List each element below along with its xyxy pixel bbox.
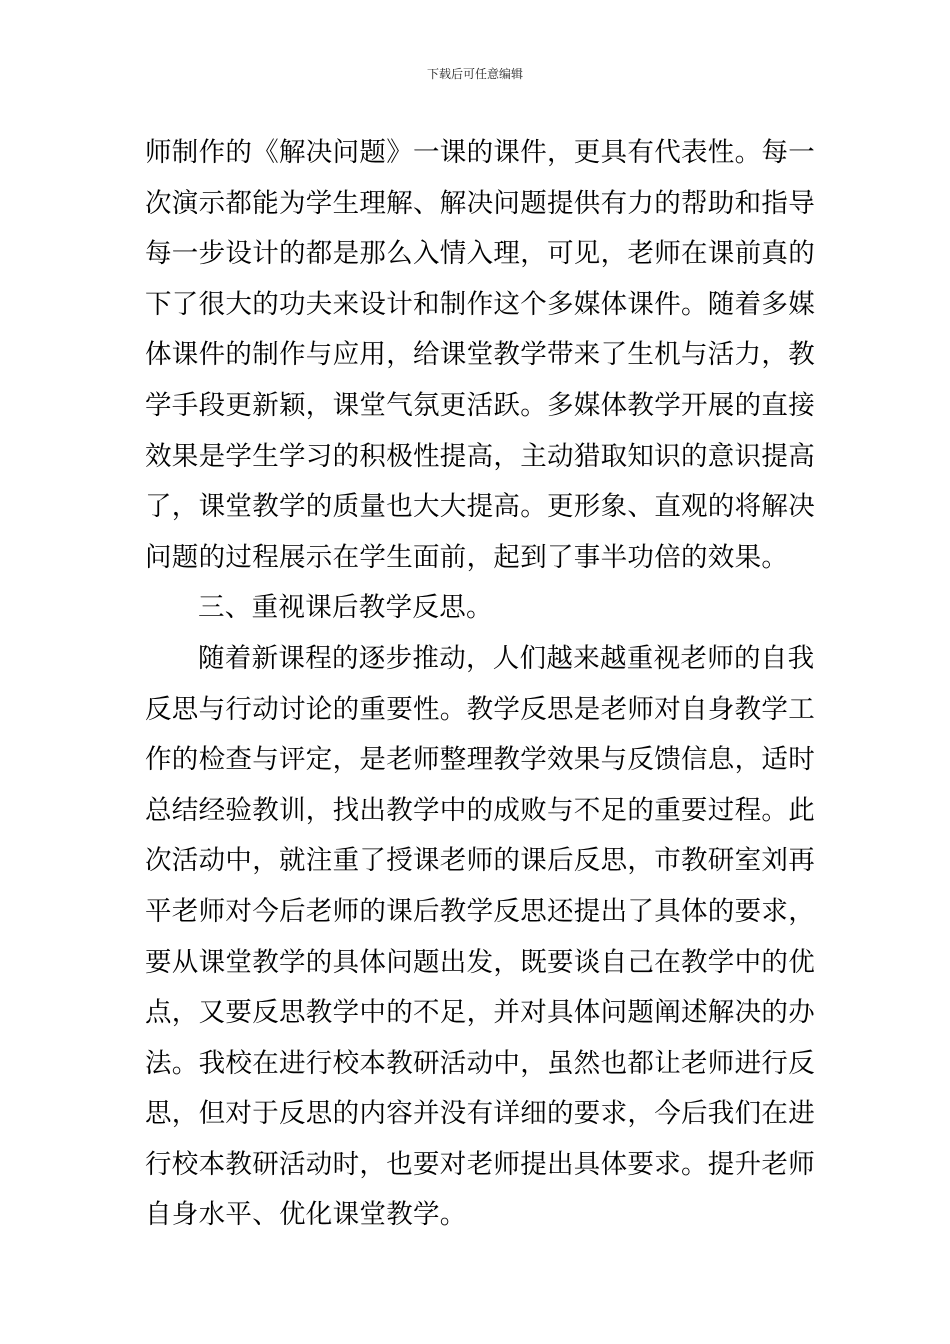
text-line: 总结经验教训，找出教学中的成败与不足的重要过程。此 xyxy=(145,794,815,826)
text-line: 平老师对今后老师的课后教学反思还提出了具体的要求， xyxy=(145,895,815,927)
text-line: 次演示都能为学生理解、解决问题提供有力的帮助和指导 xyxy=(145,187,815,219)
text-line: 了，课堂教学的质量也大大提高。更形象、直观的将解决 xyxy=(145,491,815,523)
text-line: 师制作的《解决问题》一课的课件，更具有代表性。每一 xyxy=(145,137,815,168)
text-line: 点，又要反思教学中的不足，并对具体问题阐述解决的办 xyxy=(145,997,815,1029)
text-line: 随着新课程的逐步推动，人们越来越重视老师的自我 xyxy=(198,642,815,674)
text-line: 反思与行动讨论的重要性。教学反思是老师对自身教学工 xyxy=(145,693,815,725)
text-line: 次活动中，就注重了授课老师的课后反思，市教研室刘再 xyxy=(145,845,815,877)
text-line: 效果是学生学习的积极性提高，主动猎取知识的意识提高 xyxy=(145,440,815,472)
document-body xyxy=(145,128,815,1241)
text-line: 体课件的制作与应用，给课堂教学带来了生机与活力，教 xyxy=(145,339,815,371)
text-line: 学手段更新颖，课堂气氛更活跃。多媒体教学开展的直接 xyxy=(145,389,815,421)
section-heading: 三、重视课后教学反思。 xyxy=(198,592,493,624)
text-line: 每一步设计的都是那么入情入理，可见，老师在课前真的 xyxy=(145,238,815,270)
text-line: 作的检查与评定，是老师整理教学效果与反馈信息，适时 xyxy=(145,744,815,776)
text-line: 行校本教研活动时，也要对老师提出具体要求。提升老师 xyxy=(145,1148,815,1180)
text-line: 思，但对于反思的内容并没有详细的要求，今后我们在进 xyxy=(145,1098,815,1130)
text-line: 要从课堂教学的具体问题出发，既要谈自己在教学中的优 xyxy=(145,946,815,978)
text-line: 下了很大的功夫来设计和制作这个多媒体课件。随着多媒 xyxy=(145,288,815,320)
text-line: 法。我校在进行校本教研活动中，虽然也都让老师进行反 xyxy=(145,1047,815,1079)
text-line: 问题的过程展示在学生面前，起到了事半功倍的效果。 xyxy=(145,541,789,573)
page-header: 下载后可任意编辑 xyxy=(426,67,523,81)
text-line: 自身水平、优化课堂教学。 xyxy=(145,1199,467,1231)
